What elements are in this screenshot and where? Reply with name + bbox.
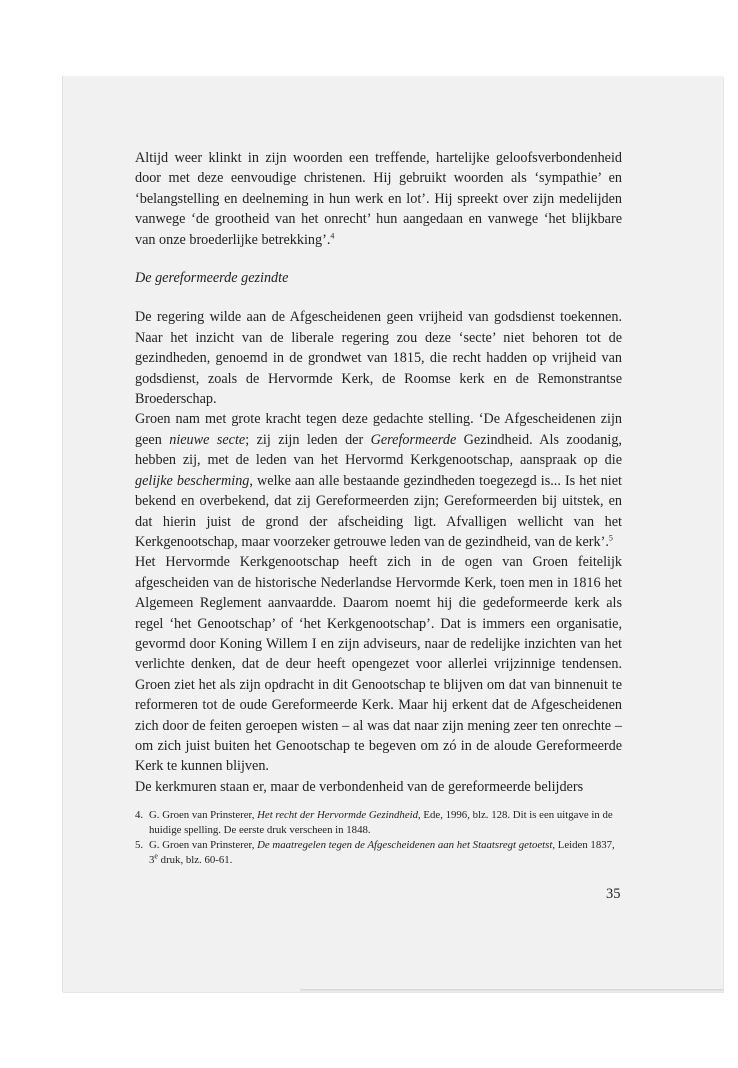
italic-text: gelijke bescherming bbox=[135, 472, 250, 489]
italic-text: Het recht der Hervormde Gezindheid bbox=[257, 809, 419, 821]
page-number: 35 bbox=[606, 886, 621, 902]
footnote bbox=[135, 838, 622, 868]
paragraph-5: De kerkmuren staan er, maar de verbondenheid van de gereformeerde belijders bbox=[135, 778, 584, 795]
footnote-ref: e bbox=[154, 851, 158, 861]
footnotes bbox=[135, 808, 622, 868]
section-heading: De gereformeerde gezindte bbox=[135, 270, 289, 287]
footnote-ref: 4 bbox=[330, 230, 335, 240]
paragraph-4: Het Hervormde Kerkgenootschap heeft zich in de ogen van Groen feitelijk afgescheiden van de historische Nederlandse Hervormde Kerk, toen men in 1816 het Algemeen Reglement aanvaardde. Daarom noemt hij die gedeformeerde kerk als regel ‘het Genootschap’ of ‘het Kerkgenootschap’. Dat is immers een organisatie, gevormd door Koning Willem I en zijn adviseurs, naar de redelijke inzichten van het verlichte denken, dat de deur heeft opengezet voor allerlei vrijzinnige tendensen. Groen ziet het als zijn opdracht in dit Genootschap te blijven om dat van binnenuit te reformeren tot de oude Gereformeerde Kerk. Maar hij erkent dat de Afgescheidenen zich door de feiten geroepen wisten – al was dat naar zijn mening zeer ten onrechte – om zich juist buiten het Genootschap te begeven om zó in de aloude Gereformeerde Kerk te kunnen blijven. bbox=[135, 554, 622, 775]
footnote-text: G. Groen van Prinsterer, Het recht der Hervormde Gezindheid, Ede, 1996, blz. 128. Dit is een uitgave in de huidige spelling. De eerste druk verscheen in 1848. bbox=[149, 809, 613, 836]
footnote-ref: 5 bbox=[608, 533, 613, 543]
main-text bbox=[135, 148, 622, 797]
footnote-number: 5. bbox=[135, 839, 144, 851]
footnote-number: 4. bbox=[135, 809, 144, 821]
paragraph-3: Groen nam met grote kracht tegen deze gedachte stelling. ‘De Afgescheidenen zijn geen nieuwe secte; zij zijn leden der Gereformeerde Gezindheid. Als zoodanig, hebben zij, met de leden van het Hervormd Kerkgenootschap, aanspraak op die gelijke bescherming, welke aan alle bestaande gezindheden toegezegd is... Is het niet bekend en overbekend, dat zij Gereformeerden zijn; Gereformeerden bij uitstek, en dat hierin juist de grond der afscheiding ligt. Afvalligen wellicht van het Kerkgenootschap, maar voorzeker getrouwe leden van de gezindheid, van de kerk’.$^5$ bbox=[135, 411, 622, 550]
paragraph-1: Altijd weer klinkt in zijn woorden een treffende, hartelijke geloofsverbondenheid door met deze eenvoudige christenen. Hij gebruikt woorden als ‘sympathie’ en ‘belangstelling en deelneming in hun werk en lot’. Hij spreekt over zijn medelijden vanwege ‘de grootheid van het onrecht’ hun aangedaan en vanwege ‘het blijkbare van onze broederlijke betrekking’.$^4$ bbox=[135, 150, 622, 248]
footnote-text: G. Groen van Prinsterer, De maatregelen tegen de Afgescheidenen aan het Staatsregt getoetst, Leiden 1837, 3e druk, blz. 60-61. bbox=[149, 839, 615, 866]
italic-text: nieuwe secte bbox=[169, 431, 246, 448]
paragraph-2: De regering wilde aan de Afgescheidenen geen vrijheid van godsdienst toekennen. Naar het inzicht van de liberale regering zou deze ‘secte’ niet behoren tot de gezindheden, genoemd in de grondwet van 1815, die recht hadden op vrijheid van godsdienst, zoals de Hervormde Kerk, de Roomse kerk en de Remonstrantse Broederschap. bbox=[135, 309, 622, 408]
italic-text: De maatregelen tegen de Afgescheidenen aan het Staatsregt getoetst bbox=[257, 839, 553, 851]
footnote bbox=[135, 808, 622, 838]
page-edge bbox=[300, 989, 724, 992]
italic-text: Gereformeerde bbox=[370, 431, 457, 448]
